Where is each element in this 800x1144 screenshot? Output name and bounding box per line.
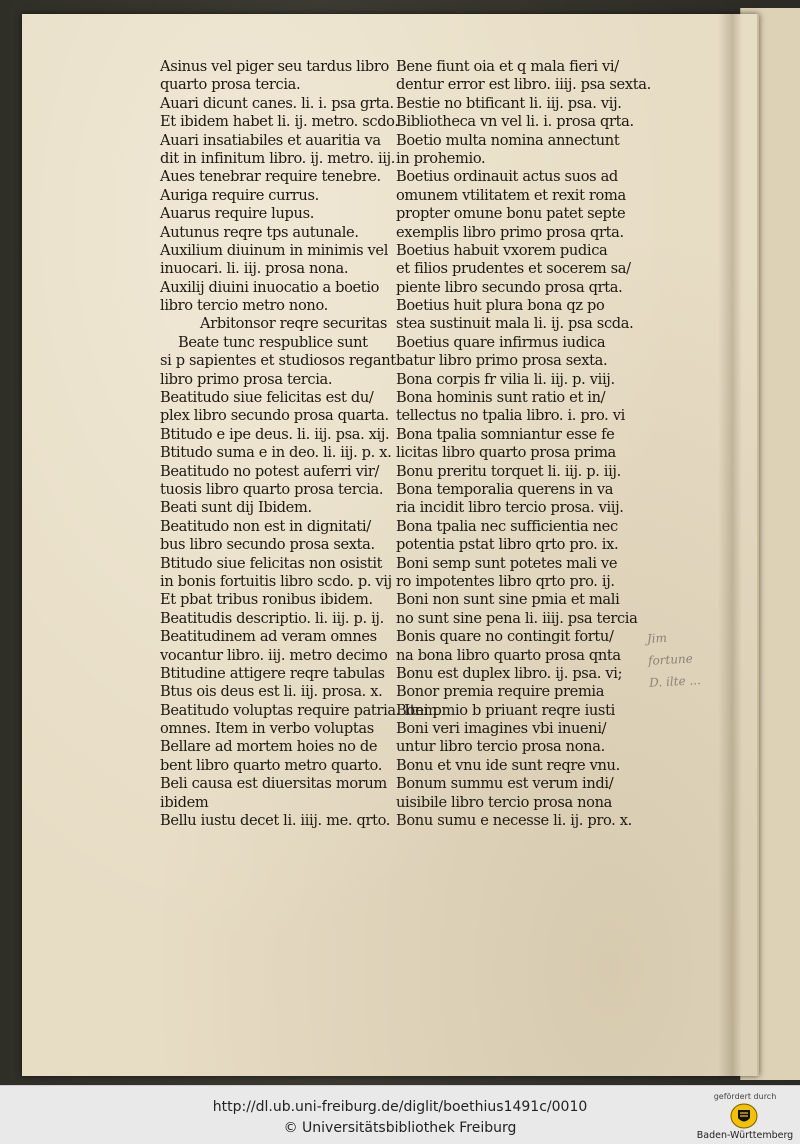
index-entry-line: Aues tenebrar require tenebre.: [160, 168, 381, 186]
index-entry-line: Beatitudo siue felicitas est du/: [160, 389, 374, 407]
permalink-url[interactable]: http://dl.ub.uni-freiburg.de/diglit/boethius1491c/0010: [212, 1099, 588, 1115]
handwritten-margin-note: [646, 624, 719, 694]
index-entry-line: na bona libro quarto prosa qnta: [396, 646, 621, 664]
sponsor-name: Baden-Württemberg: [696, 1130, 794, 1141]
sponsor-block: [690, 1088, 800, 1143]
index-entry-line: Boni non sunt sine pmia et mali: [396, 591, 620, 609]
index-entry-line: Btitudo siue felicitas non osistit: [160, 554, 383, 572]
index-entry-line: Auari dicunt canes. li. i. psa grta.: [160, 94, 394, 112]
sponsor-caption: gefördert durch: [713, 1092, 777, 1101]
index-entry-line: Bonu sumu e necesse li. ij. pro. x.: [396, 812, 632, 830]
index-entry-line: Bona corpis fr vilia li. iij. p. viij.: [396, 370, 615, 388]
index-entry-line: bent libro quarto metro quarto.: [160, 756, 383, 774]
index-entry-line: Boetio multa nomina annectunt: [396, 131, 620, 149]
margin-note-line: Jim: [646, 630, 668, 646]
index-entry-line: Bonu et vnu ide sunt reqre vnu.: [396, 756, 620, 774]
index-entry-line: tellectus no tpalia libro. i. pro. vi: [396, 407, 625, 425]
index-entry-line: quarto prosa tercia.: [160, 76, 301, 94]
index-entry-line: Bona tpalia somniantur esse fe: [396, 425, 615, 443]
index-entry-line: Bona temporalia querens in va: [396, 480, 614, 498]
index-entry-line: dit in infinitum libro. ij. metro. iij.: [160, 149, 396, 167]
index-entry-line: Et ibidem habet li. ij. metro. scdo.: [160, 113, 399, 131]
index-entry-line: libro primo prosa tercia.: [160, 370, 333, 388]
index-entry-line: Beati sunt dij Ibidem.: [160, 499, 312, 517]
index-entry-line: ria incidit libro tercio prosa. viij.: [396, 499, 624, 517]
index-entry-line: Beatitudis descriptio. li. iij. p. ij.: [160, 609, 384, 627]
index-entry-line: ibidem: [160, 793, 209, 811]
index-entry-line: vocantur libro. iij. metro decimo: [160, 646, 388, 664]
index-entry-line: Boetius quare infirmus iudica: [396, 333, 606, 351]
index-entry-line: Boni veri imagines vbi inueni/: [396, 720, 607, 738]
index-entry-line: dentur error est libro. iiij. psa sexta.: [396, 76, 651, 94]
index-entry-line: Bene fiunt oia et q mala fieri vi/: [396, 58, 619, 75]
margin-note-line: fortune: [647, 651, 694, 668]
index-entry-line: Bonu preritu torquet li. iij. p. iij.: [396, 462, 621, 480]
index-entry-line: batur libro primo prosa sexta.: [396, 352, 608, 370]
index-entry-line: Boetius huit plura bona qz po: [396, 297, 605, 315]
index-entry-line: Bonum summu est verum indi/: [396, 775, 614, 793]
page-fold-shadow: [718, 14, 742, 1076]
margin-note-line: D. ilte ...: [648, 673, 702, 690]
index-entry-line: Beatitudinem ad veram omnes: [160, 628, 377, 646]
index-entry-line: potentia pstat libro qrto pro. ix.: [396, 536, 619, 554]
index-entry-line: omunem vtilitatem et rexit roma: [396, 186, 626, 204]
index-entry-line: exemplis libro primo prosa qrta.: [396, 223, 624, 241]
index-entry-line: Asinus vel piger seu tardus libro: [160, 58, 389, 75]
index-entry-line: propter omune bonu patet septe: [396, 205, 626, 223]
index-entry-line: Auriga require currus.: [160, 186, 319, 204]
index-entry-line: Auari insatiabiles et auaritia va: [160, 131, 381, 149]
index-entry-line: tuosis libro quarto prosa tercia.: [160, 480, 384, 498]
index-entry-line: untur libro tercio prosa nona.: [396, 738, 605, 756]
index-column-left: [160, 58, 438, 830]
index-entry-line: Beate tunc respublice sunt: [178, 333, 368, 351]
index-entry-line: uisibile libro tercio prosa nona: [396, 793, 613, 811]
index-entry-line: si p sapientes et studiosos regant: [160, 352, 396, 370]
index-column-right: [396, 58, 651, 830]
copyright-notice: © Universitätsbibliothek Freiburg: [283, 1120, 517, 1136]
index-entry-line: in prohemio.: [396, 149, 486, 167]
index-entry-line: Beatitudo no potest auferri vir/: [160, 462, 380, 480]
index-entry-line: Bona hominis sunt ratio et in/: [396, 389, 606, 407]
index-entry-line: Boetius ordinauit actus suos ad: [396, 168, 618, 186]
index-entry-line: bus libro secundo prosa sexta.: [160, 536, 375, 554]
index-entry-line: Boetius habuit vxorem pudica: [396, 241, 608, 259]
state-crest-icon: [729, 1102, 759, 1130]
index-entry-line: piente libro secundo prosa qrta.: [396, 278, 623, 296]
index-entry-line: in bonis fortuitis libro scdo. p. vij: [160, 572, 392, 590]
index-entry-line: Beli causa est diuersitas morum: [160, 775, 387, 793]
index-entry-line: Btus ois deus est li. iij. prosa. x.: [160, 683, 383, 701]
index-entry-line: et filios prudentes et socerem sa/: [396, 260, 631, 278]
viewer-footer: [0, 1085, 800, 1144]
index-entry-line: licitas libro quarto prosa prima: [396, 444, 616, 462]
index-entry-line: Bona tpalia nec sufficientia nec: [396, 517, 618, 535]
index-entry-line: Auarus require lupus.: [160, 205, 315, 223]
index-entry-line: Bestie no btificant li. iij. psa. vij.: [396, 94, 622, 112]
index-entry-line: Auxilij diuini inuocatio a boetio: [160, 278, 380, 296]
index-entry-line: stea sustinuit mala li. ij. psa scda.: [396, 315, 634, 333]
index-entry-line: ro impotentes libro qrto pro. ij.: [396, 572, 615, 590]
index-entry-line: plex libro secundo prosa quarta.: [160, 407, 389, 425]
index-entry-line: Beatitudo non est in dignitati/: [160, 517, 371, 535]
index-entry-line: Et pbat tribus ronibus ibidem.: [160, 591, 373, 609]
index-entry-line: Auxilium diuinum in minimis vel: [160, 241, 389, 259]
index-entry-line: Boni semp sunt potetes mali ve: [396, 554, 618, 572]
index-entry-line: Btitudo suma e in deo. li. iij. p. x.: [160, 444, 392, 462]
index-entry-line: Bibliotheca vn vel li. i. prosa qrta.: [396, 113, 634, 131]
index-entry-line: Bonu est duplex libro. ij. psa. vi;: [396, 664, 623, 682]
index-entry-line: Bellu iustu decet li. iiij. me. qrto.: [160, 812, 391, 830]
index-entry-line: Btitudo e ipe deus. li. iij. psa. xij.: [160, 425, 390, 443]
index-entry-line: omnes. Item in verbo voluptas: [160, 720, 374, 738]
index-entry-line: Bellare ad mortem hoies no de: [160, 738, 378, 756]
index-entry-line: Btitudine attigere reqre tabulas: [160, 664, 385, 682]
index-entry-line: Beatitudo voluptas require patria. Item: [160, 701, 438, 719]
index-entry-line: Boni pmio b priuant reqre iusti: [396, 701, 615, 719]
index-entry-line: Autunus reqre tps autunale.: [160, 223, 359, 241]
index-entry-line: no sunt sine pena li. iiij. psa tercia: [396, 609, 638, 627]
index-entry-line: Bonis quare no contingit fortu/: [396, 628, 614, 646]
index-entry-line: Bonor premia require premia: [396, 683, 605, 701]
index-entry-line: libro tercio metro nono.: [160, 297, 328, 315]
index-entry-line: inuocari. li. iij. prosa nona.: [160, 260, 349, 278]
index-entry-line: Arbitonsor reqre securitas: [200, 315, 387, 333]
